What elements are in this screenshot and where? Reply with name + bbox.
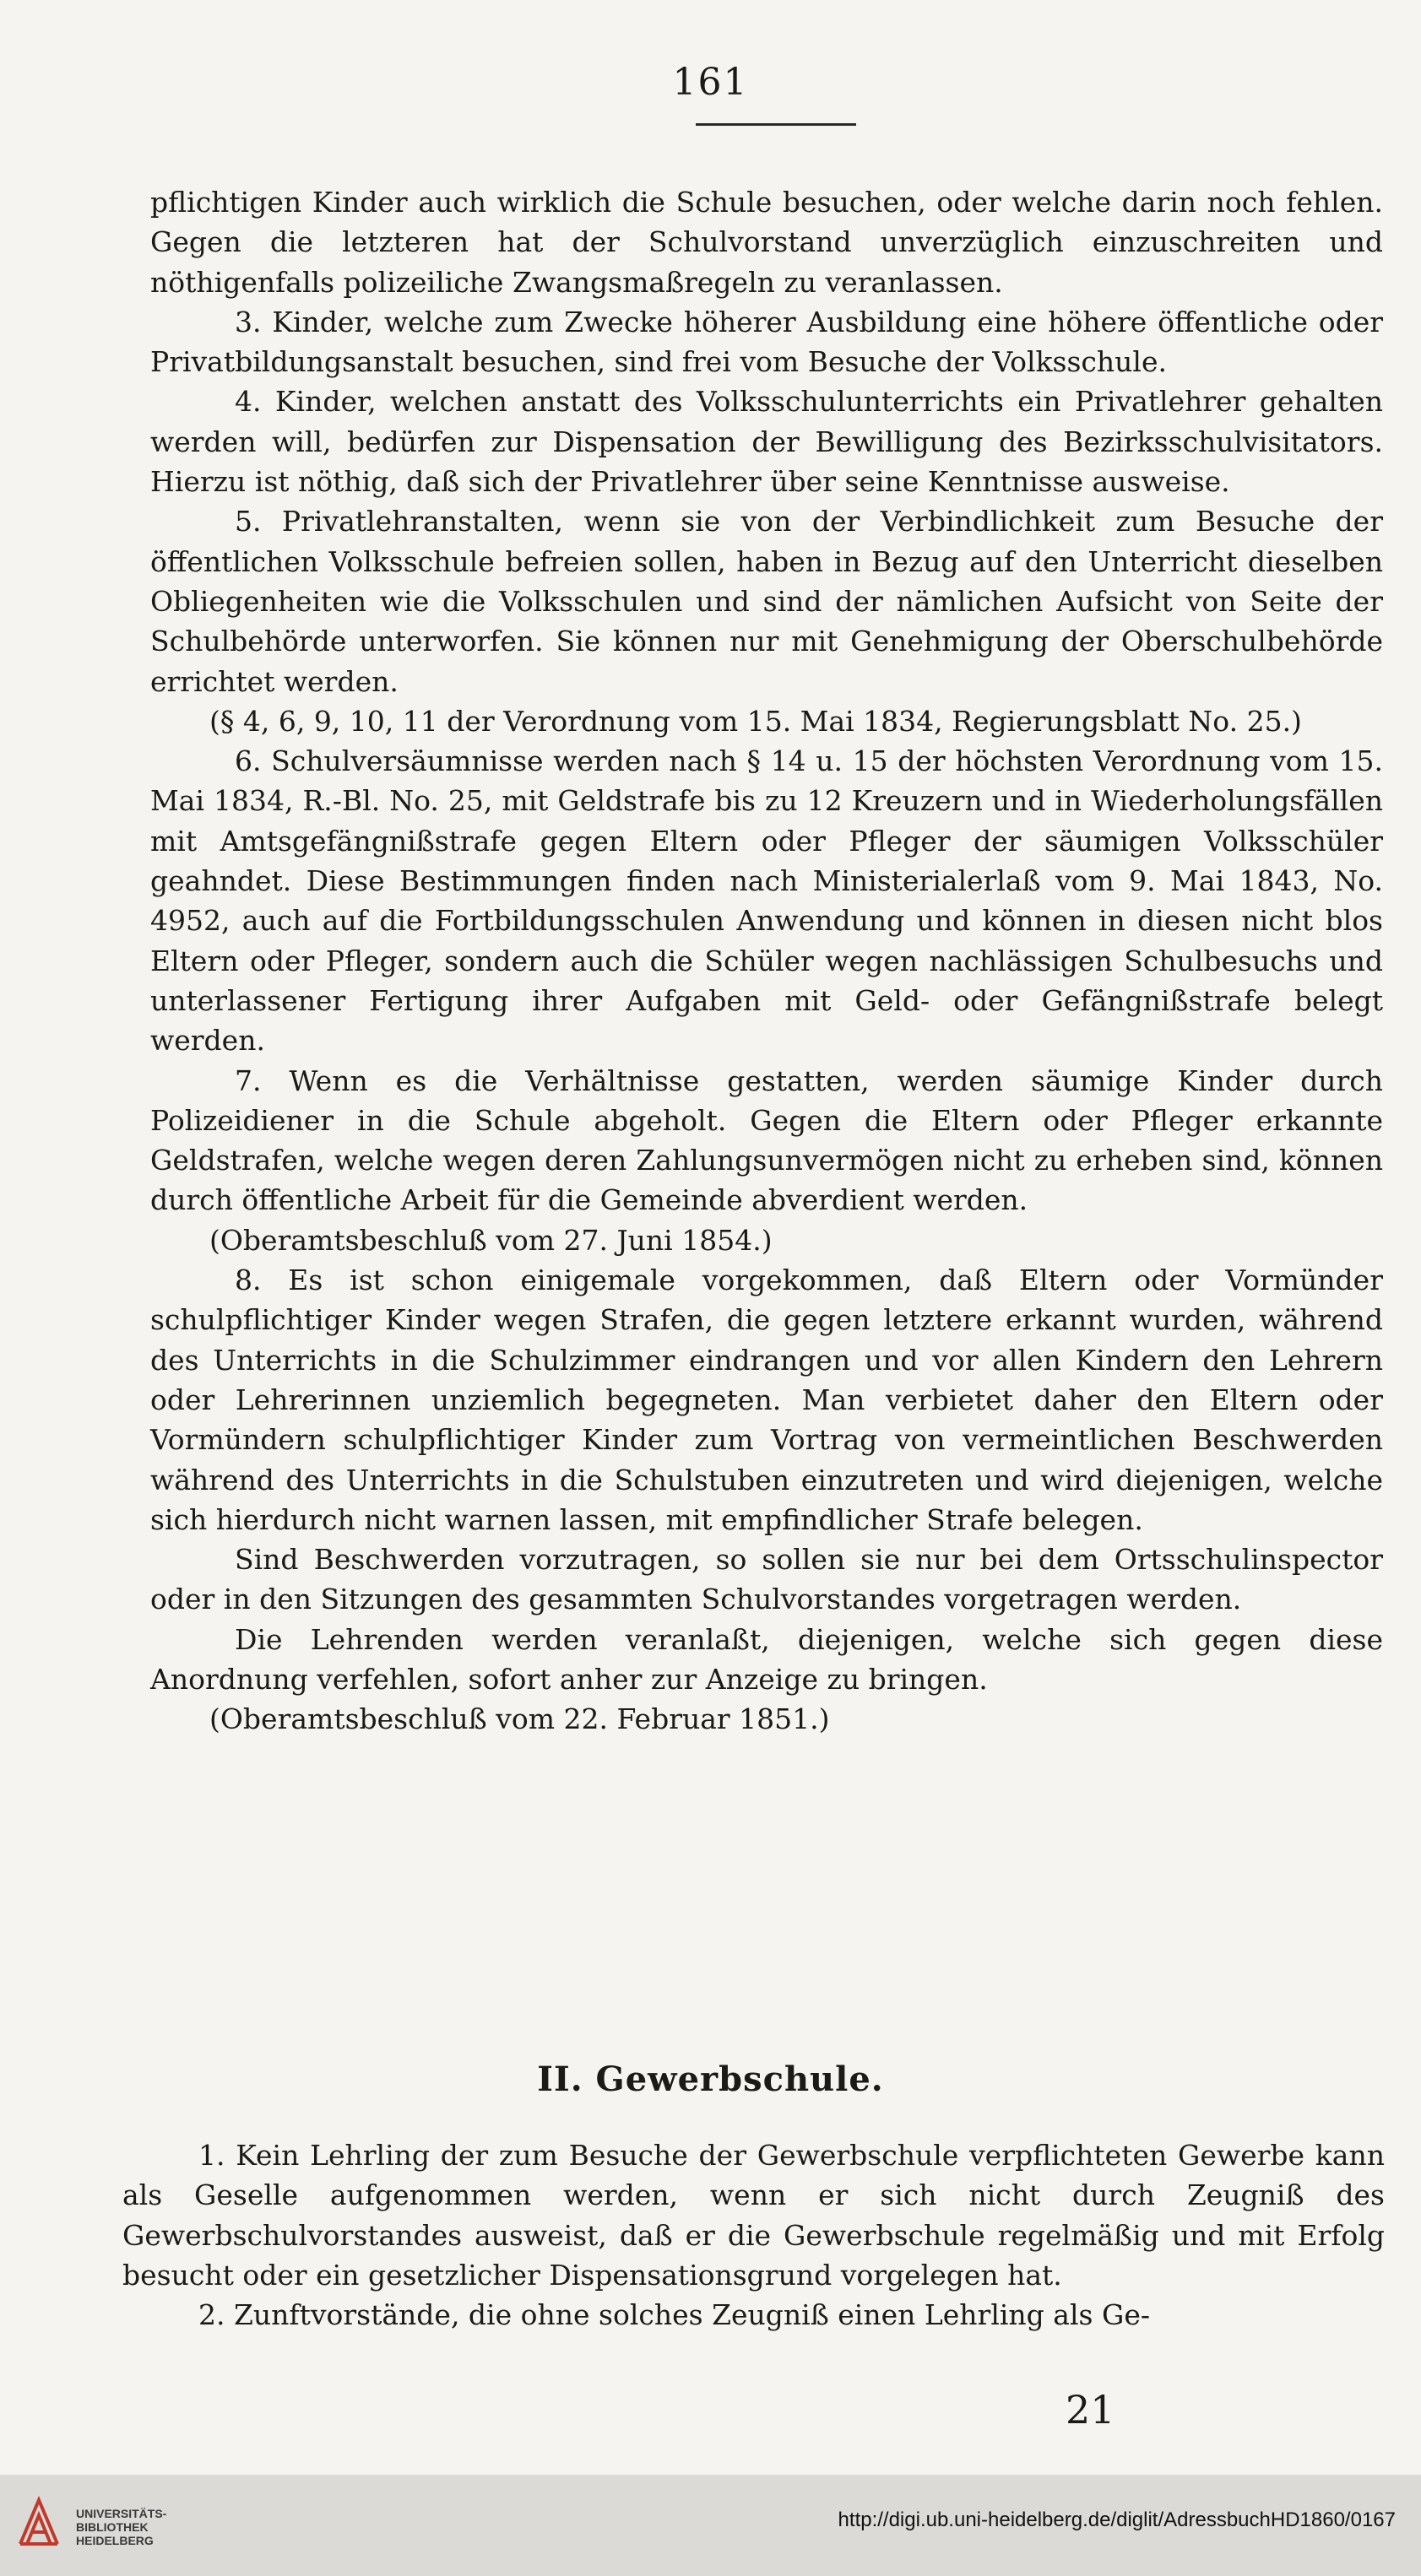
library-logo-icon <box>15 2492 62 2559</box>
library-logo[interactable] <box>15 2492 193 2559</box>
library-logo-text: UNIVERSITÄTS- BIBLIOTHEK HEIDELBERG <box>76 2507 167 2547</box>
paragraph: 8. Es ist schon einigemale vorgekommen, daß Eltern oder Vormünder schulpflichtiger Kinder wegen Strafen, die gegen letztere erkannt wurden, während des Unterrichts in die Schulzimmer eindrangen und vor allen Kindern den Lehrern oder Lehrerinnen unziemlich begegneten. Man verbietet daher den Eltern oder Vormündern schulpflichtiger Kinder zum Vortrag von vermeintlichen Beschwerden während des Unterrichts in die Schulstuben einzutreten und wird diejenigen, welche sich hierdurch nicht warnen lassen, mit empfindlicher Strafe belegen. <box>150 1264 1383 1536</box>
paragraph: 3. Kinder, welche zum Zwecke höherer Ausbildung eine höhere öffentliche oder Privatbildungsanstalt besuchen, sind frei vom Besuche der Volksschule. <box>150 305 1383 379</box>
source-url[interactable]: http://digi.ub.uni-heidelberg.de/diglit/AdressbuchHD1860/0167 <box>838 2508 1396 2531</box>
page-number: 161 <box>672 61 749 104</box>
paragraph: 6. Schulversäumnisse werden nach § 14 u. 15 der höchsten Verordnung vom 15. Mai 1834, R.-Bl. No. 25, mit Geldstrafe bis zu 12 Kreuzern und in Wiederholungsfällen mit Amtsgefängnißstrafe gegen Eltern oder Pfleger der säumigen Volksschüler geahndet. Diese Bestimmungen finden nach Ministerialerlaß vom 9. Mai 1843, No. 4952, auch auf die Fortbildungsschulen Anwendung und können in diesen nicht blos Eltern oder Pfleger, sondern auch die Schüler wegen nachlässigen Schulbesuchs und unterlassener Fertigung ihrer Aufgaben mit Geld- oder Gefängnißstrafe belegt werden. <box>150 744 1383 1058</box>
paragraph: 2. Zunftvorstände, die ohne solches Zeugniß einen Lehrling als Ge- <box>198 2298 1150 2332</box>
paragraph: 5. Privatlehranstalten, wenn sie von der Verbindlichkeit zum Besuche der öffentlichen Volksschule befreien sollen, haben in Bezug auf den Unterricht dieselben Obliegenheiten wie die Volksschulen und sind der nämlichen Aufsicht von Seite der Schulbehörde unterworfen. Sie können nur mit Genehmigung der Oberschulbehörde errichtet werden. <box>150 505 1383 698</box>
page-number-rule <box>696 123 856 126</box>
section-heading: II. Gewerbschule. <box>537 2059 884 2099</box>
citation: (Oberamtsbeschluß vom 22. Februar 1851.) <box>209 1702 830 1736</box>
section-text <box>122 2135 1385 2335</box>
citation: (Oberamtsbeschluß vom 27. Juni 1854.) <box>209 1223 773 1257</box>
citation: (§ 4, 6, 9, 10, 11 der Verordnung vom 15. Mai 1834, Regierungsblatt No. 25.) <box>209 704 1302 738</box>
paragraph: pflichtigen Kinder auch wirklich die Schule besuchen, oder welche darin noch fehlen. Gegen die letzteren hat der Schulvorstand unverzüglich einzuschreiten und nöthigenfalls polizeiliche Zwangsmaßregeln zu veranlassen. <box>150 186 1383 299</box>
signature-mark: 21 <box>1066 2387 1115 2433</box>
paragraph: 1. Kein Lehrling der zum Besuche der Gewerbschule verpflichteten Gewerbe kann als Geselle aufgenommen werden, wenn er sich nicht durch Zeugniß des Gewerbschulvorstandes ausweist, daß er die Gewerbschule regelmäßig und mit Erfolg besucht oder ein gesetzlicher Dispensationsgrund vorgelegen hat. <box>122 2139 1385 2292</box>
paragraph: 4. Kinder, welchen anstatt des Volksschulunterrichts ein Privatlehrer gehalten werden will, bedürfen zur Dispensation der Bewilligung des Bezirksschulvisitators. Hierzu ist nöthig, daß sich der Privatlehrer über seine Kenntnisse ausweise. <box>150 385 1383 499</box>
paragraph: Sind Beschwerden vorzutragen, so sollen sie nur bei dem Ortsschulinspector oder in den Sitzungen des gesammten Schulvorstandes vorgetragen werden. <box>150 1543 1383 1616</box>
viewer-footer <box>0 2475 1421 2576</box>
paragraph: 7. Wenn es die Verhältnisse gestatten, werden säumige Kinder durch Polizeidiener in die Schule abgeholt. Gegen die Eltern oder Pfleger erkannte Geldstrafen, welche wegen deren Zahlungsunvermögen nicht zu erheben sind, können durch öffentliche Arbeit für die Gemeinde abverdient werden. <box>150 1063 1383 1217</box>
paragraph: Die Lehrenden werden veranlaßt, diejenigen, welche sich gegen diese Anordnung verfehlen, sofort anher zur Anzeige zu bringen. <box>150 1622 1383 1696</box>
main-text <box>150 182 1383 1740</box>
